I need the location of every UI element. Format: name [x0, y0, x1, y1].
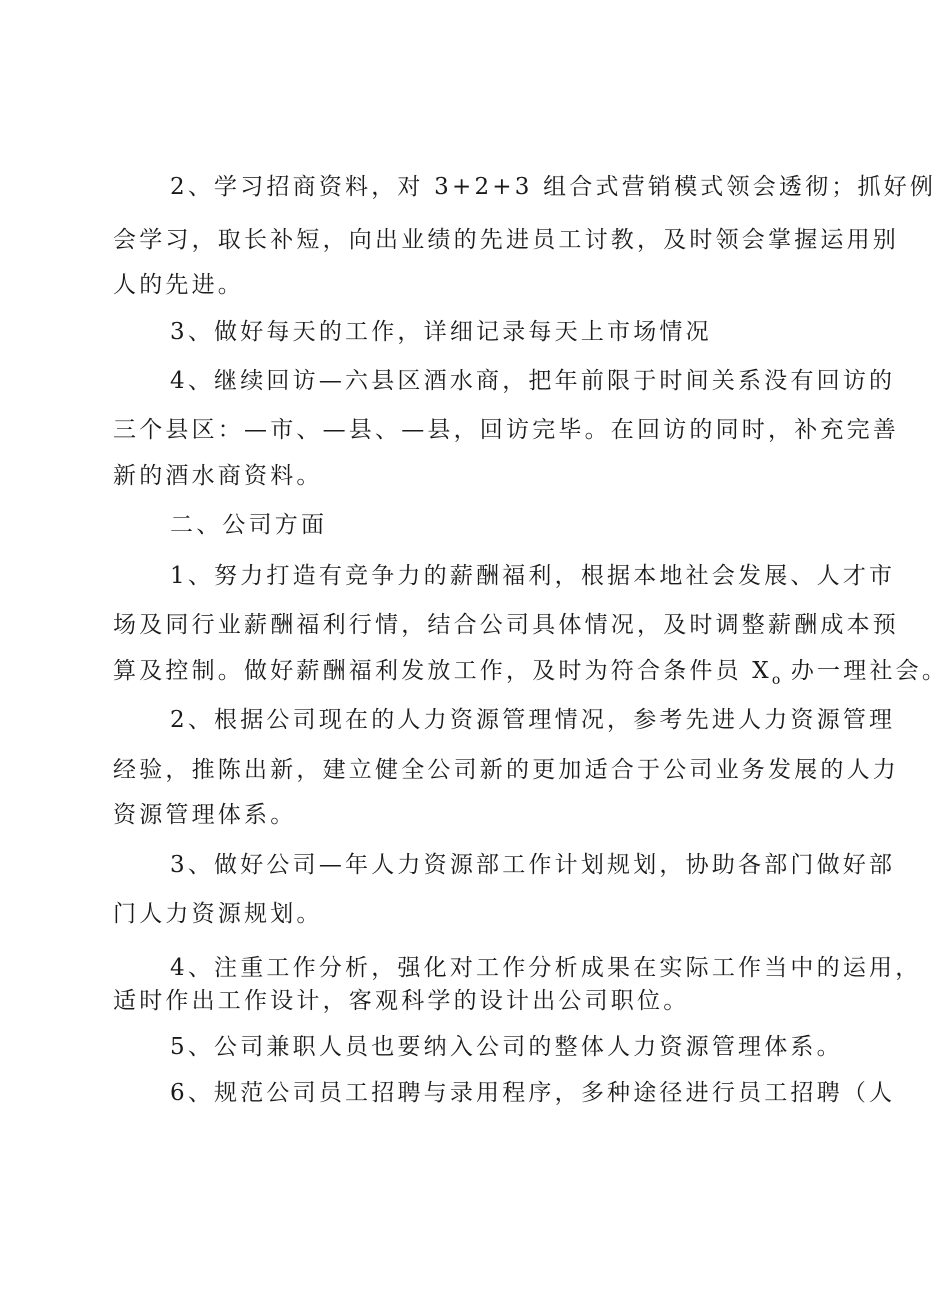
compensation-line-3-subscript: o — [771, 672, 781, 688]
section-heading-company: 二、公司方面 — [170, 512, 328, 538]
paragraph-hr-plan-line-1: 3、做好公司—年人力资源部工作计划规划，协助各部门做好部 — [170, 852, 896, 878]
paragraph-compensation-line-1: 1、努力打造有竞争力的薪酬福利，根据本地社会发展、人才市 — [170, 563, 896, 589]
paragraph-study-line-3: 人的先进。 — [113, 272, 244, 298]
paragraph-study-line-2: 会学习，取长补短，向出业绩的先进员工讨教，及时领会掌握运用别 — [113, 227, 899, 253]
paragraph-part-time-line-1: 5、公司兼职人员也要纳入公司的整体人力资源管理体系。 — [170, 1034, 843, 1060]
paragraph-hr-management-line-3: 资源管理体系。 — [113, 802, 297, 828]
paragraph-revisit-line-1: 4、继续回访—六县区酒水商，把年前限于时间关系没有回访的 — [170, 368, 896, 394]
paragraph-recruitment-line-1: 6、规范公司员工招聘与录用程序，多种途径进行员工招聘（人 — [170, 1080, 896, 1106]
paragraph-hr-management-line-1: 2、根据公司现在的人力资源管理情况，参考先进人力资源管理 — [170, 707, 896, 733]
paragraph-job-analysis-line-2: 适时作出工作设计，客观科学的设计出公司职位。 — [113, 988, 690, 1014]
paragraph-hr-management-line-2: 经验，推陈出新，建立健全公司新的更加适合于公司业务发展的人力 — [113, 757, 899, 783]
compensation-line-3-after: 办一理社会。 — [780, 658, 948, 684]
paragraph-revisit-line-2: 三个县区：—市、—县、—县，回访完毕。在回访的同时，补充完善 — [113, 417, 899, 443]
paragraph-hr-plan-line-2: 门人力资源规划。 — [113, 901, 323, 927]
paragraph-job-analysis-line-1: 4、注重工作分析，强化对工作分析成果在实际工作当中的运用， — [170, 955, 922, 981]
compensation-line-3-before: 算及控制。做好薪酬福利发放工作，及时为符合条件员 X — [113, 658, 772, 684]
paragraph-daily-line-1: 3、做好每天的工作，详细记录每天上市场情况 — [170, 319, 712, 345]
paragraph-study-line-1: 2、学习招商资料，对 3+2+3 组合式营销模式领会透彻；抓好例 — [170, 174, 937, 200]
paragraph-revisit-line-3: 新的酒水商资料。 — [113, 463, 323, 489]
paragraph-compensation-line-3 — [113, 656, 948, 695]
paragraph-compensation-line-2: 场及同行业薪酬福利行情，结合公司具体情况，及时调整薪酬成本预 — [113, 612, 899, 638]
